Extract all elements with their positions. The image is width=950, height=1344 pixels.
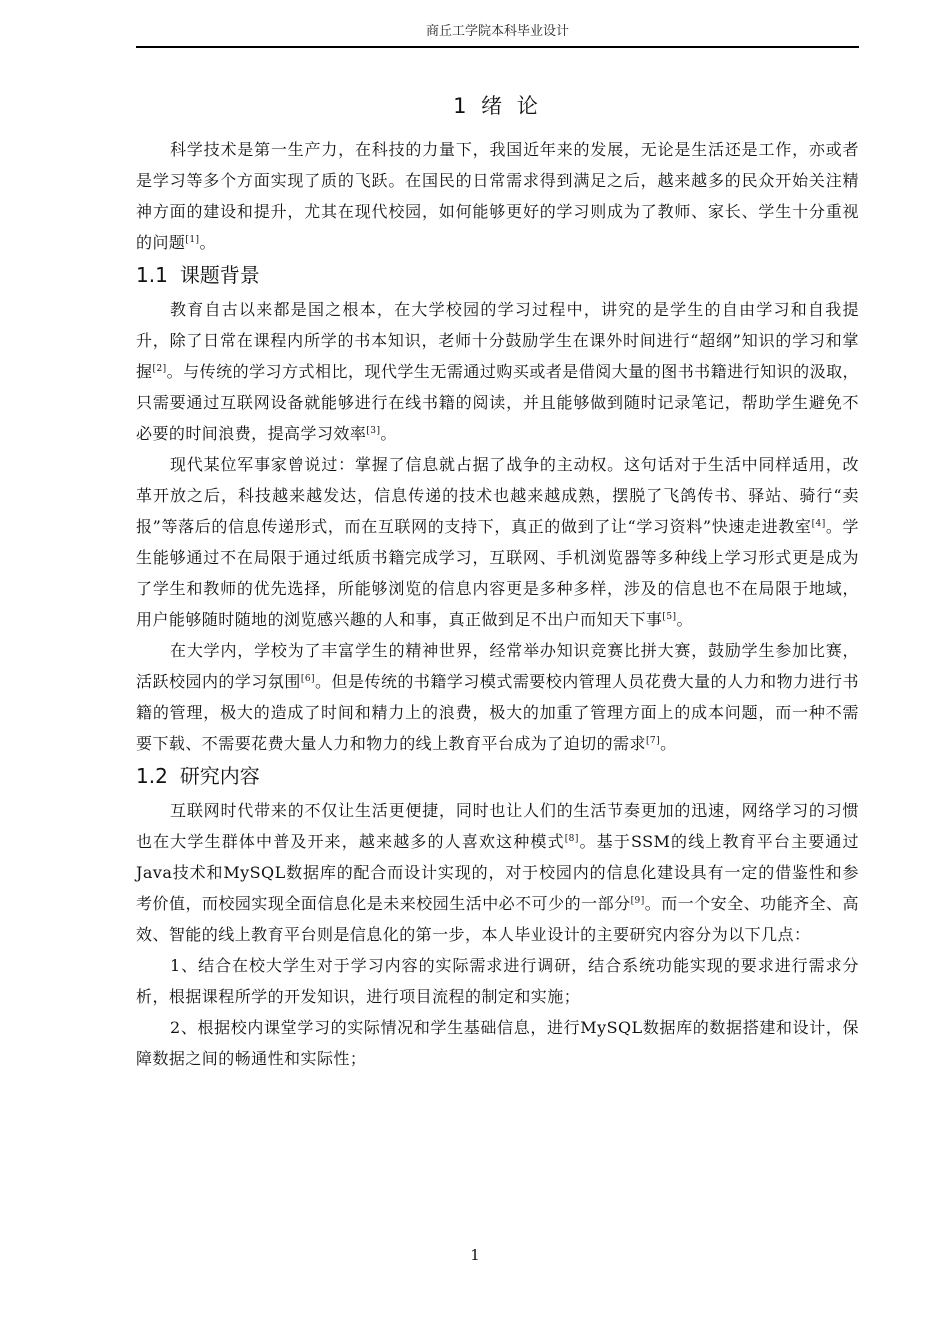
section-number: 1.1 <box>136 263 168 287</box>
page-body <box>136 88 859 1074</box>
citation-ref: [2] <box>152 364 167 374</box>
citation-ref: [9] <box>630 896 645 906</box>
intro-paragraph <box>136 134 859 258</box>
citation-ref: [4] <box>811 519 826 529</box>
page-number: 1 <box>470 1246 480 1264</box>
section-title: 研究内容 <box>179 764 260 788</box>
paragraph-text: 。与传统的学习方式相比，现代学生无需通过购买或者是借阅大量的图书书籍进行知识的汲取，只需要通过互联网设备就能够进行在线书籍的阅读，并且能够做到随时记录笔记，帮助学生避免不必要的时间浪费，提高学习效率 <box>136 362 860 443</box>
paragraph-text: 2、根据校内课堂学习的实际情况和学生基础信息，进行MySQL数据库的数据搭建和设计，保障数据之间的畅通性和实际性； <box>136 1018 859 1068</box>
section-number: 1.2 <box>136 764 168 788</box>
paragraph-text: 。 <box>380 424 397 443</box>
citation-ref: [7] <box>645 736 661 746</box>
citation-ref: [3] <box>366 426 381 436</box>
header-school-name: 商丘工学院本科毕业设计 <box>425 24 569 39</box>
section-heading <box>136 260 859 291</box>
body-paragraph <box>136 635 859 759</box>
paragraph-text: 。 <box>676 610 693 629</box>
citation-ref: [8] <box>564 834 579 844</box>
section-heading <box>136 761 859 792</box>
citation-ref: [1] <box>185 235 200 245</box>
paragraph-text: 现代某位军事家曾说过：掌握了信息就占据了战争的主动权。这句话对于生活中同样适用，改革开放之后，科技越来越发达，信息传递的技术也越来越成熟，摆脱了飞鸽传书、驿站、骑行“卖报”等落后的信息传递形式，而在互联网的支持下，真正的做到了让“学习资料”快速走进教室 <box>136 455 859 536</box>
paragraph-text: 。 <box>199 233 216 252</box>
paragraph-text: 。但是传统的书籍学习模式需要校内管理人员花费大量的人力和物力进行书籍的管理，极大的造成了时间和精力上的浪费，极大的加重了管理方面上的成本问题，而一种不需要下载、不需要花费大量人力和物力的线上教育平台成为了迫切的需求 <box>136 672 859 753</box>
paragraph-text: 1、结合在校大学生对于学习内容的实际需求进行调研，结合系统功能实现的要求进行需求分析，根据课程所学的开发知识，进行项目流程的制定和实施； <box>136 956 859 1006</box>
body-paragraph <box>136 294 859 449</box>
paragraph-text: 。基于SSM的线上教育平台主要通过Java技术和MySQL数据库的配合而设计实现的，对于校园内的信息化建设具有一定的借鉴性和参考价值，而校园实现全面信息化是未来校园生活中必不可少的一部分 <box>136 832 859 913</box>
list-paragraph <box>136 1012 859 1074</box>
citation-ref: [6] <box>300 674 315 684</box>
page-header <box>136 22 859 48</box>
paragraph-text: 。 <box>660 734 677 753</box>
list-paragraph <box>136 950 859 1012</box>
chapter-title: 1 绪 论 <box>453 94 542 118</box>
paragraph-text: 科学技术是第一生产力，在科技的力量下，我国近年来的发展，无论是生活还是工作，亦或者是学习等多个方面实现了质的飞跃。在国民的日常需求得到满足之后，越来越多的民众开始关注精神方面的建设和提升，尤其在现代校园，如何能够更好的学习则成为了教师、家长、学生十分重视的问题 <box>136 140 859 252</box>
paragraph-text: 教育自古以来都是国之根本，在大学校园的学习过程中，讲究的是学生的自由学习和自我提升，除了日常在课程内所学的书本知识，老师十分鼓励学生在课外时间进行“超纲”知识的学习和掌握 <box>136 300 859 381</box>
paragraph-text: 互联网时代带来的不仅让生活更便捷，同时也让人们的生活节奏更加的迅速，网络学习的习惯也在大学生群体中普及开来，越来越多的人喜欢这种模式 <box>136 801 859 851</box>
body-paragraph <box>136 795 859 950</box>
paragraph-text: 在大学内，学校为了丰富学生的精神世界，经常举办知识竞赛比拼大赛，鼓励学生参加比赛，活跃校园内的学习氛围 <box>136 641 859 691</box>
section-title: 课题背景 <box>179 263 260 287</box>
paragraph-text: 。而一个安全、功能齐全、高效、智能的线上教育平台则是信息化的第一步，本人毕业设计的主要研究内容分为以下几点： <box>136 894 859 944</box>
citation-ref: [5] <box>662 612 677 622</box>
paragraph-text: 。学生能够通过不在局限于通过纸质书籍完成学习，互联网、手机浏览器等多种线上学习形式更是成为了学生和教师的优先选择，所能够浏览的信息内容更是多种多样，涉及的信息也不在局限于地域，用户能够随时随地的浏览感兴趣的人和事，真正做到足不出户而知天下事 <box>136 517 859 629</box>
body-paragraph <box>136 449 859 635</box>
